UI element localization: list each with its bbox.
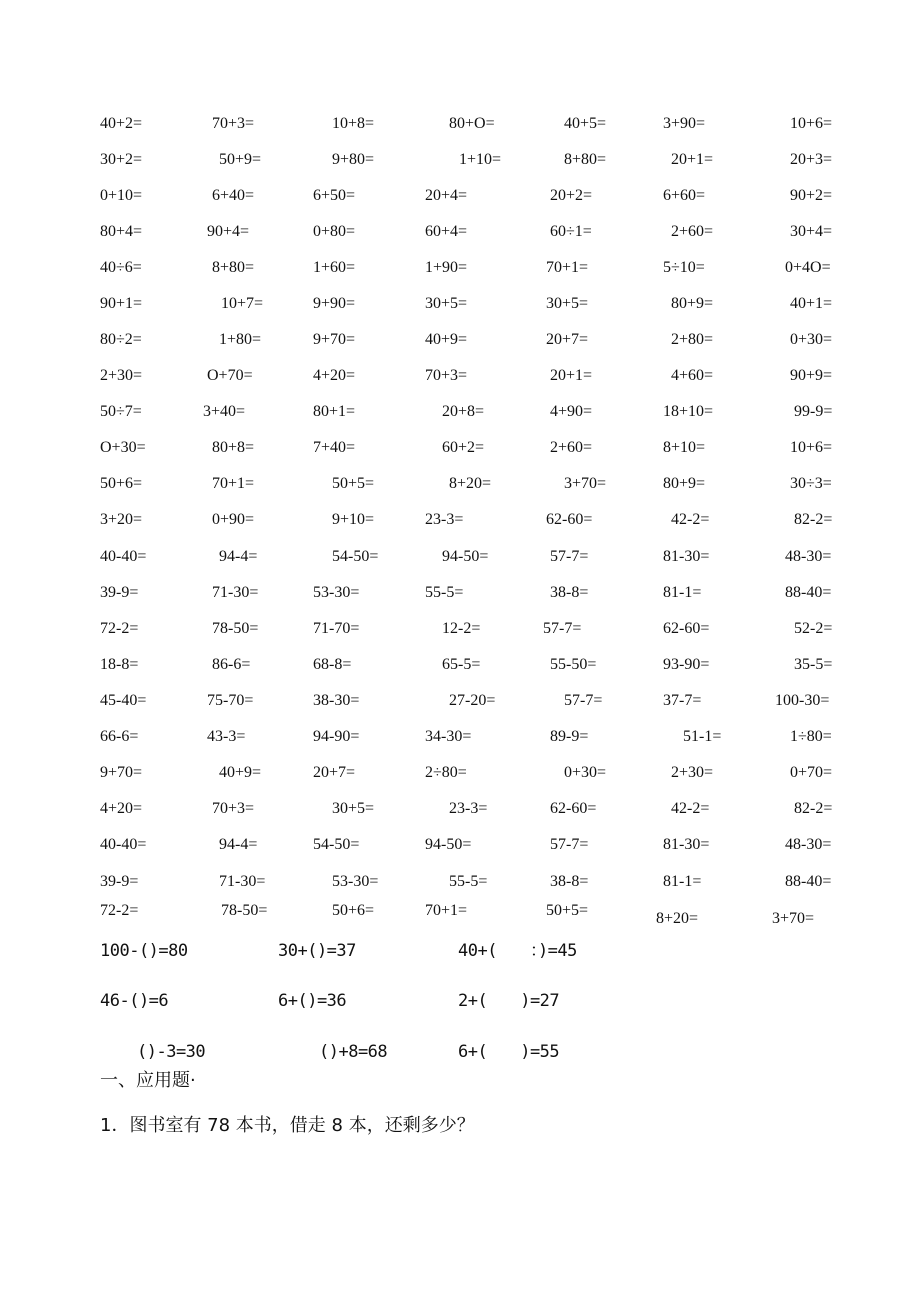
drill-equation: 3+20= [100, 511, 143, 528]
drill-equation: 90+4= [207, 223, 250, 240]
drill-equation: 70+3= [212, 800, 255, 817]
drill-equation: 70+3= [212, 115, 255, 132]
drill-equation: 0+10= [100, 187, 143, 204]
drill-equation: 6+40= [212, 187, 255, 204]
drill-equation: 72-2= [100, 620, 139, 637]
drill-equation: 54-50= [313, 836, 360, 853]
drill-equation: 1+60= [313, 259, 356, 276]
drill-equation: O+30= [100, 439, 146, 456]
drill-equation: 90+2= [790, 187, 833, 204]
drill-equation: 20+3= [790, 151, 833, 168]
drill-equation: 48-30= [785, 548, 832, 565]
drill-equation: 88-40= [785, 873, 832, 890]
drill-equation: 81-1= [663, 584, 702, 601]
drill-equation: 62-60= [546, 511, 593, 528]
drill-equation: O+70= [207, 367, 253, 384]
drill-equation: 50÷7= [100, 403, 142, 420]
drill-equation: 82-2= [794, 800, 833, 817]
drill-equation: 40+9= [219, 764, 262, 781]
drill-equation: 1+80= [219, 331, 262, 348]
drill-equation: 3+70= [772, 910, 815, 927]
drill-equation: 94-4= [219, 836, 258, 853]
drill-equation: 40+9= [425, 331, 468, 348]
drill-equation: 57-7= [543, 620, 582, 637]
fill-in-blank-equation: 30+()=37 [278, 941, 356, 961]
drill-equation: 57-7= [550, 548, 589, 565]
drill-equation: 57-7= [550, 836, 589, 853]
drill-equation: 9+10= [332, 511, 375, 528]
fill-in-blank-equation: ()+8=68 [319, 1042, 388, 1062]
drill-equation: 2+80= [671, 331, 714, 348]
drill-equation: 50+6= [100, 475, 143, 492]
drill-equation: 70+1= [212, 475, 255, 492]
drill-equation: 8+20= [656, 910, 699, 927]
drill-equation: 8+80= [564, 151, 607, 168]
drill-equation: 40-40= [100, 548, 147, 565]
drill-equation: 37-7= [663, 692, 702, 709]
drill-equation: 51-1= [683, 728, 722, 745]
drill-equation: 1+10= [459, 151, 502, 168]
drill-equation: 5÷10= [663, 259, 705, 276]
drill-equation: 30+4= [790, 223, 833, 240]
drill-equation: 50+5= [546, 902, 589, 919]
drill-equation: 90+1= [100, 295, 143, 312]
drill-equation: 9+70= [313, 331, 356, 348]
drill-equation: 42-2= [671, 511, 710, 528]
drill-equation: 40+1= [790, 295, 833, 312]
drill-equation: 99-9= [794, 403, 833, 420]
drill-equation: 43-3= [207, 728, 246, 745]
drill-equation: 78-50= [212, 620, 259, 637]
drill-equation: 94-90= [313, 728, 360, 745]
drill-equation: 39-9= [100, 584, 139, 601]
drill-equation: 20+2= [550, 187, 593, 204]
drill-equation: 38-8= [550, 584, 589, 601]
drill-equation: 75-70= [207, 692, 254, 709]
drill-equation: 86-6= [212, 656, 251, 673]
drill-equation: 20+8= [442, 403, 485, 420]
drill-equation: 0+30= [790, 331, 833, 348]
drill-equation: 20+4= [425, 187, 468, 204]
drill-equation: 72-2= [100, 902, 139, 919]
drill-equation: 2+60= [550, 439, 593, 456]
drill-equation: 39-9= [100, 873, 139, 890]
drill-equation: 66-6= [100, 728, 139, 745]
drill-equation: 2+30= [100, 367, 143, 384]
drill-equation: 80+8= [212, 439, 255, 456]
drill-equation: 0+80= [313, 223, 356, 240]
section-heading: 一、应用题· [100, 1070, 196, 1091]
drill-equation: 0+70= [790, 764, 833, 781]
drill-equation: 30+5= [425, 295, 468, 312]
drill-equation: 78-50= [221, 902, 268, 919]
fill-in-blank-equation: 46-()=6 [100, 991, 169, 1011]
drill-equation: 30÷3= [790, 475, 832, 492]
fill-in-blank-equation: 6+()=36 [278, 991, 347, 1011]
drill-equation: 4+20= [313, 367, 356, 384]
drill-equation: 71-30= [212, 584, 259, 601]
drill-equation: 65-5= [442, 656, 481, 673]
drill-equation: 23-3= [425, 511, 464, 528]
drill-equation: 18+10= [663, 403, 714, 420]
drill-equation: 50+6= [332, 902, 375, 919]
drill-equation: 10+6= [790, 115, 833, 132]
drill-equation: 30+2= [100, 151, 143, 168]
drill-equation: 53-30= [313, 584, 360, 601]
fill-in-blank-equation: 2+( )=27 [458, 991, 560, 1011]
drill-equation: 23-3= [449, 800, 488, 817]
drill-equation: 80+4= [100, 223, 143, 240]
drill-equation: 81-1= [663, 873, 702, 890]
drill-equation: 53-30= [332, 873, 379, 890]
drill-equation: 94-50= [442, 548, 489, 565]
drill-equation: 20+7= [546, 331, 589, 348]
drill-equation: 68-8= [313, 656, 352, 673]
drill-equation: 52-2= [794, 620, 833, 637]
drill-equation: 35-5= [794, 656, 833, 673]
drill-equation: 4+90= [550, 403, 593, 420]
drill-equation: 89-9= [550, 728, 589, 745]
drill-equation: 93-90= [663, 656, 710, 673]
drill-equation: 0+4O= [785, 259, 831, 276]
drill-equation: 60+4= [425, 223, 468, 240]
drill-equation: 30+5= [546, 295, 589, 312]
drill-equation: 94-4= [219, 548, 258, 565]
drill-equation: 81-30= [663, 548, 710, 565]
drill-equation: 2+30= [671, 764, 714, 781]
drill-equation: 40÷6= [100, 259, 142, 276]
drill-equation: 80+9= [663, 475, 706, 492]
drill-equation: 55-5= [425, 584, 464, 601]
drill-equation: 7+40= [313, 439, 356, 456]
drill-equation: 4+60= [671, 367, 714, 384]
drill-equation: 18-8= [100, 656, 139, 673]
drill-equation: 0+30= [564, 764, 607, 781]
drill-equation: 2÷80= [425, 764, 467, 781]
drill-equation: 8+10= [663, 439, 706, 456]
drill-equation: 8+80= [212, 259, 255, 276]
drill-equation: 80÷2= [100, 331, 142, 348]
fill-in-blank-equation: 40+( ：)=45 [458, 941, 577, 961]
drill-equation: 60+2= [442, 439, 485, 456]
drill-equation: 80+9= [671, 295, 714, 312]
drill-equation: 10+8= [332, 115, 375, 132]
drill-equation: 30+5= [332, 800, 375, 817]
drill-equation: 50+9= [219, 151, 262, 168]
drill-equation: 27-20= [449, 692, 496, 709]
drill-equation: 3+90= [663, 115, 706, 132]
drill-equation: 40-40= [100, 836, 147, 853]
drill-equation: 94-50= [425, 836, 472, 853]
drill-equation: 20+7= [313, 764, 356, 781]
fill-in-blank-equation: ()-3=30 [137, 1042, 206, 1062]
drill-equation: 34-30= [425, 728, 472, 745]
drill-equation: 80+O= [449, 115, 495, 132]
word-problem-1: 1．图书室有 78 本书，借走 8 本，还剩多少？ [100, 1115, 475, 1136]
drill-equation: 100-30= [775, 692, 830, 709]
drill-equation: 40+5= [564, 115, 607, 132]
drill-equation: 3+40= [203, 403, 246, 420]
drill-equation: 9+90= [313, 295, 356, 312]
drill-equation: 20+1= [550, 367, 593, 384]
drill-equation: 0+90= [212, 511, 255, 528]
drill-equation: 4+20= [100, 800, 143, 817]
drill-equation: 9+70= [100, 764, 143, 781]
drill-equation: 12-2= [442, 620, 481, 637]
drill-equation: 70+1= [425, 902, 468, 919]
drill-equation: 54-50= [332, 548, 379, 565]
drill-equation: 38-30= [313, 692, 360, 709]
drill-equation: 45-40= [100, 692, 147, 709]
drill-equation: 10+7= [221, 295, 264, 312]
drill-equation: 71-30= [219, 873, 266, 890]
drill-equation: 1+90= [425, 259, 468, 276]
drill-equation: 55-5= [449, 873, 488, 890]
drill-equation: 82-2= [794, 511, 833, 528]
drill-equation: 62-60= [663, 620, 710, 637]
drill-equation: 6+50= [313, 187, 356, 204]
drill-equation: 88-40= [785, 584, 832, 601]
drill-equation: 3+70= [564, 475, 607, 492]
drill-equation: 80+1= [313, 403, 356, 420]
drill-equation: 55-50= [550, 656, 597, 673]
drill-equation: 42-2= [671, 800, 710, 817]
drill-equation: 70+3= [425, 367, 468, 384]
drill-equation: 90+9= [790, 367, 833, 384]
drill-equation: 70+1= [546, 259, 589, 276]
drill-equation: 57-7= [564, 692, 603, 709]
fill-in-blank-equation: 6+( )=55 [458, 1042, 560, 1062]
drill-equation: 48-30= [785, 836, 832, 853]
drill-equation: 9+80= [332, 151, 375, 168]
drill-equation: 62-60= [550, 800, 597, 817]
drill-equation: 1÷80= [790, 728, 832, 745]
drill-equation: 38-8= [550, 873, 589, 890]
drill-equation: 8+20= [449, 475, 492, 492]
drill-equation: 60÷1= [550, 223, 592, 240]
drill-equation: 81-30= [663, 836, 710, 853]
drill-equation: 2+60= [671, 223, 714, 240]
drill-equation: 50+5= [332, 475, 375, 492]
drill-equation: 6+60= [663, 187, 706, 204]
drill-equation: 71-70= [313, 620, 360, 637]
drill-equation: 40+2= [100, 115, 143, 132]
drill-equation: 10+6= [790, 439, 833, 456]
drill-equation: 20+1= [671, 151, 714, 168]
fill-in-blank-equation: 100-()=80 [100, 941, 188, 961]
